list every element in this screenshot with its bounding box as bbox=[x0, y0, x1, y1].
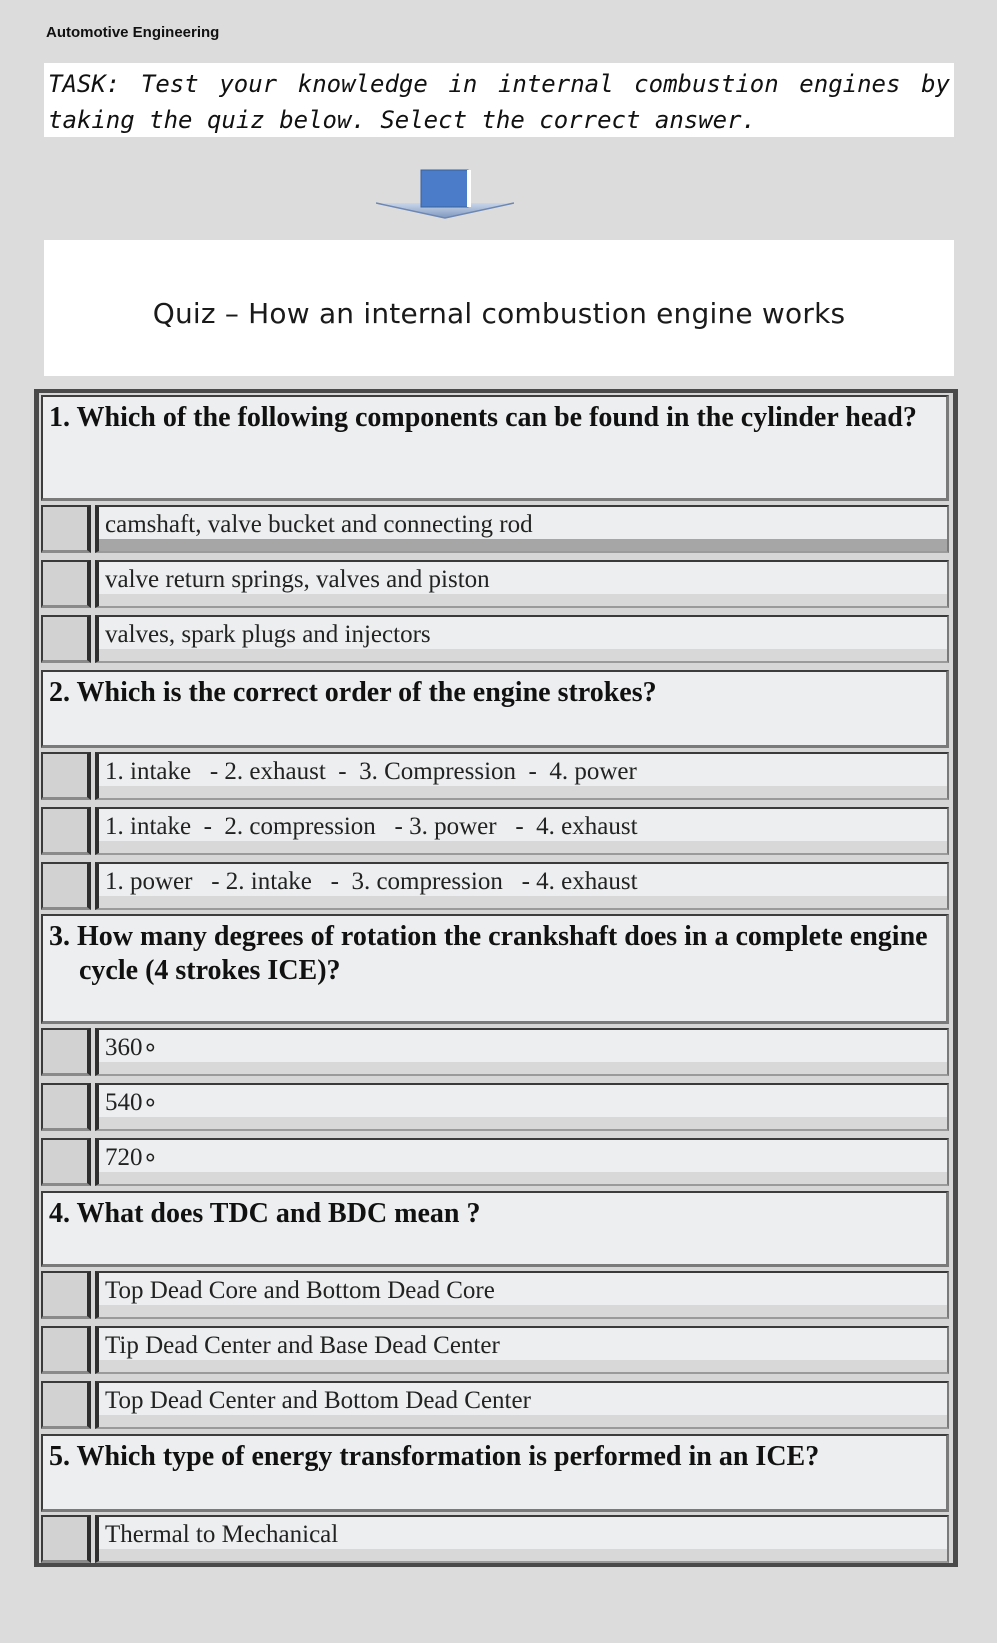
q3-option-3 bbox=[41, 1136, 949, 1188]
q2-option-3 bbox=[41, 860, 949, 912]
q3-option-2 bbox=[41, 1081, 949, 1133]
down-arrow-icon bbox=[376, 168, 514, 226]
q4-option-1 bbox=[41, 1269, 949, 1321]
q1-option-3 bbox=[41, 613, 949, 665]
subject-label: Automotive Engineering bbox=[46, 24, 220, 41]
question-5-text: 5. Which type of energy transformation is performed in an ICE? bbox=[49, 1441, 820, 1472]
q3-option-2-answer[interactable] bbox=[95, 1083, 949, 1131]
q3-option-1-checkbox[interactable] bbox=[41, 1028, 91, 1076]
q5-option-1 bbox=[41, 1513, 949, 1565]
quiz-frame bbox=[34, 389, 958, 1567]
q4-option-1-label: Top Dead Core and Bottom Dead Core bbox=[105, 1277, 495, 1304]
question-4 bbox=[41, 1191, 949, 1267]
q1-option-2 bbox=[41, 558, 949, 610]
q2-option-1-checkbox[interactable] bbox=[41, 752, 91, 800]
q4-option-3 bbox=[41, 1379, 949, 1431]
q1-option-3-checkbox[interactable] bbox=[41, 615, 91, 663]
q1-option-3-label: valves, spark plugs and injectors bbox=[105, 621, 431, 648]
question-2-text: 2. Which is the correct order of the engine strokes? bbox=[49, 677, 657, 708]
question-3 bbox=[41, 914, 949, 1024]
question-4-text: 4. What does TDC and BDC mean ? bbox=[49, 1198, 481, 1229]
quiz-title-box bbox=[44, 240, 954, 376]
q2-option-1-answer[interactable] bbox=[95, 752, 949, 800]
q4-option-2 bbox=[41, 1324, 949, 1376]
q2-option-3-checkbox[interactable] bbox=[41, 862, 91, 910]
q2-option-2-checkbox[interactable] bbox=[41, 807, 91, 855]
q1-option-1-checkbox[interactable] bbox=[41, 505, 91, 553]
q5-option-1-answer[interactable] bbox=[95, 1515, 949, 1563]
task-instructions: TASK: Test your knowledge in internal combustion engines by taking the quiz below. Select the correct answer. bbox=[44, 63, 954, 137]
q2-option-2-label: 1. intake - 2. compression - 3. power - 4. exhaust bbox=[105, 813, 638, 840]
question-3-text: 3. How many degrees of rotation the crankshaft does in a complete engine cycle (4 strokes ICE)? bbox=[49, 921, 928, 986]
q1-option-2-answer[interactable] bbox=[95, 560, 949, 608]
q1-option-2-label: valve return springs, valves and piston bbox=[105, 566, 490, 593]
q1-option-2-checkbox[interactable] bbox=[41, 560, 91, 608]
q4-option-3-checkbox[interactable] bbox=[41, 1381, 91, 1429]
q1-option-3-answer[interactable] bbox=[95, 615, 949, 663]
q2-option-3-label: 1. power - 2. intake - 3. compression - 4. exhaust bbox=[105, 868, 638, 895]
q3-option-1-label: 360∘ bbox=[105, 1034, 159, 1061]
q4-option-2-label: Tip Dead Center and Base Dead Center bbox=[105, 1332, 500, 1359]
q3-option-1 bbox=[41, 1026, 949, 1078]
q1-option-1-label: camshaft, valve bucket and connecting rod bbox=[105, 511, 533, 538]
q2-option-3-answer[interactable] bbox=[95, 862, 949, 910]
quiz-title: Quiz – How an internal combustion engine works bbox=[152, 296, 846, 330]
q2-option-2 bbox=[41, 805, 949, 857]
q3-option-1-answer[interactable] bbox=[95, 1028, 949, 1076]
question-1 bbox=[41, 395, 949, 501]
q1-option-1-answer[interactable] bbox=[95, 505, 949, 553]
q2-option-1-label: 1. intake - 2. exhaust - 3. Compression - 4. power bbox=[105, 758, 637, 785]
q3-option-3-answer[interactable] bbox=[95, 1138, 949, 1186]
q5-option-1-label: Thermal to Mechanical bbox=[105, 1521, 339, 1548]
q4-option-2-checkbox[interactable] bbox=[41, 1326, 91, 1374]
q4-option-3-answer[interactable] bbox=[95, 1381, 949, 1429]
question-2 bbox=[41, 670, 949, 748]
q2-option-1 bbox=[41, 750, 949, 802]
q3-option-3-checkbox[interactable] bbox=[41, 1138, 91, 1186]
q4-option-3-label: Top Dead Center and Bottom Dead Center bbox=[105, 1387, 531, 1414]
q5-option-1-checkbox[interactable] bbox=[41, 1515, 91, 1563]
q3-option-2-label: 540∘ bbox=[105, 1089, 159, 1116]
q1-option-1 bbox=[41, 503, 949, 555]
q3-option-2-checkbox[interactable] bbox=[41, 1083, 91, 1131]
q4-option-1-answer[interactable] bbox=[95, 1271, 949, 1319]
q4-option-1-checkbox[interactable] bbox=[41, 1271, 91, 1319]
question-1-text: 1. Which of the following components can be found in the cylinder head? bbox=[49, 402, 917, 433]
q4-option-2-answer[interactable] bbox=[95, 1326, 949, 1374]
question-5 bbox=[41, 1434, 949, 1512]
q3-option-3-label: 720∘ bbox=[105, 1144, 159, 1171]
q2-option-2-answer[interactable] bbox=[95, 807, 949, 855]
